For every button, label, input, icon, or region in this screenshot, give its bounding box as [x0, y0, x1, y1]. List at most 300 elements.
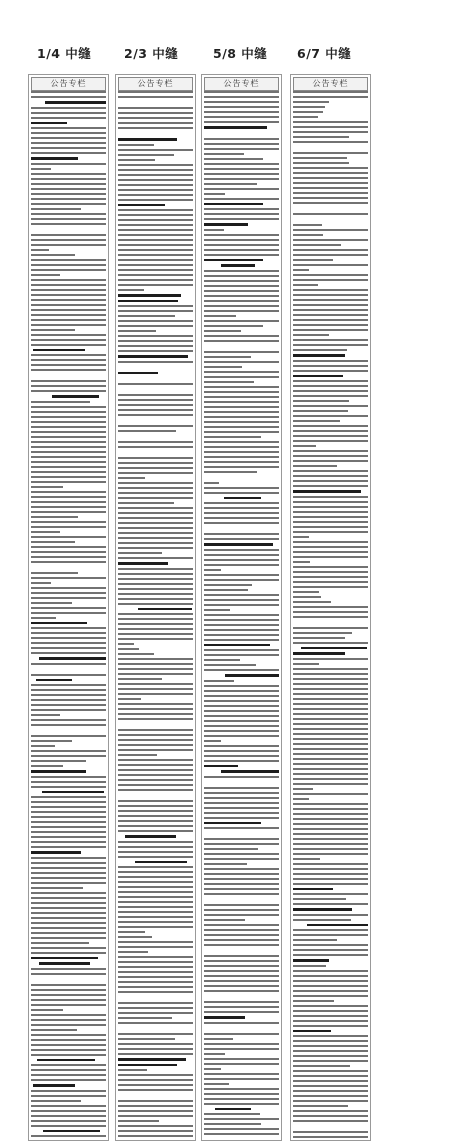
text-line [31, 208, 81, 210]
text-line [31, 709, 106, 711]
text-line [204, 624, 279, 626]
text-line [204, 335, 279, 337]
text-line [204, 1043, 279, 1045]
text-line [118, 573, 193, 575]
text-line [293, 375, 343, 378]
text-line [293, 642, 368, 644]
text-line [31, 1014, 106, 1016]
text-line [293, 1115, 368, 1117]
text-line [118, 1053, 193, 1055]
text-line [118, 279, 193, 281]
text-line [31, 627, 106, 629]
text-line [293, 146, 368, 149]
text-line [293, 718, 368, 720]
text-line [293, 264, 368, 266]
text-line [118, 430, 176, 432]
text-line [293, 460, 368, 462]
text-line [293, 738, 368, 740]
text-line [204, 868, 279, 870]
text-line [118, 1089, 193, 1091]
text-line [293, 893, 368, 895]
text-line [293, 808, 368, 810]
text-line [204, 361, 279, 363]
text-line [204, 91, 279, 93]
text-line [293, 668, 368, 670]
text-line [204, 634, 279, 636]
text-line [118, 419, 193, 422]
column-label-3: 5/8 中缝 [213, 46, 268, 61]
text-line [293, 773, 368, 775]
text-line [118, 633, 193, 635]
text-line [118, 769, 193, 771]
text-line [31, 359, 106, 361]
text-line [293, 101, 329, 103]
text-line [293, 162, 349, 164]
text-line [118, 414, 193, 416]
text-line [31, 309, 106, 311]
text-line [204, 106, 279, 108]
text-line [118, 901, 193, 903]
text-line [204, 1038, 233, 1040]
text-line [293, 420, 340, 422]
text-line [293, 455, 368, 457]
text-line [293, 390, 368, 392]
text-line [118, 229, 193, 231]
text-line [293, 202, 368, 204]
text-line [31, 989, 106, 991]
text-line [293, 470, 368, 472]
text-line [204, 745, 279, 747]
text-line [204, 356, 251, 358]
text-line [31, 1095, 106, 1097]
text-line [118, 871, 193, 873]
text-line [204, 990, 279, 992]
text-line [31, 932, 106, 934]
text-line [118, 1110, 193, 1112]
text-line [204, 178, 279, 180]
text-line [118, 851, 193, 853]
text-line [293, 536, 309, 538]
text-line [293, 753, 368, 755]
text-line [293, 929, 368, 931]
text-line [204, 649, 279, 651]
column-title: 公告专栏 [31, 77, 106, 91]
text-line [293, 768, 368, 770]
text-line [118, 1094, 193, 1097]
text-line [293, 838, 368, 840]
text-line [31, 694, 106, 696]
text-line [118, 881, 193, 883]
text-line [204, 426, 279, 428]
text-line [204, 787, 279, 789]
text-line [204, 720, 279, 722]
text-line [31, 821, 106, 823]
text-line [118, 214, 193, 216]
text-line [293, 1075, 368, 1077]
column-title: 公告专栏 [293, 77, 368, 91]
text-line [293, 244, 341, 246]
text-line [31, 922, 106, 924]
text-line [204, 639, 279, 641]
text-line [204, 1133, 279, 1135]
text-line [31, 173, 106, 175]
text-line [31, 917, 106, 919]
text-line [31, 223, 106, 225]
text-line [204, 690, 279, 692]
text-line [293, 167, 368, 169]
text-line [31, 274, 60, 276]
text-line [293, 581, 368, 583]
text-line [293, 798, 309, 800]
text-line [31, 183, 106, 185]
text-line [118, 425, 193, 427]
text-line [118, 1135, 193, 1137]
text-line [118, 254, 193, 256]
text-line [118, 372, 158, 375]
text-line [293, 400, 349, 402]
text-line [118, 179, 193, 181]
text-line [293, 959, 329, 962]
text-line [118, 588, 193, 590]
text-line [118, 394, 193, 396]
text-line [293, 1100, 368, 1102]
text-line [118, 830, 193, 832]
text-line [293, 561, 310, 563]
text-line [118, 244, 193, 246]
text-line [31, 228, 106, 231]
column-title: 公告专栏 [118, 77, 193, 91]
text-line [293, 708, 368, 710]
text-line [204, 305, 279, 307]
text-line [204, 223, 248, 226]
text-line [293, 703, 368, 705]
text-line [204, 949, 279, 952]
text-line [204, 975, 279, 977]
text-line [118, 593, 193, 595]
text-line [293, 758, 368, 760]
text-line [118, 169, 193, 171]
text-line [204, 797, 279, 799]
text-line [293, 546, 368, 548]
text-line [293, 450, 368, 452]
text-line [118, 1100, 193, 1102]
text-line [204, 579, 279, 581]
text-line [118, 1048, 193, 1050]
text-line [293, 571, 368, 573]
text-line [293, 475, 368, 477]
text-line [204, 1093, 279, 1095]
text-line [293, 733, 368, 735]
text-line [204, 502, 279, 504]
text-line [204, 995, 279, 998]
text-line [204, 832, 279, 835]
text-line [293, 939, 337, 941]
text-line [204, 664, 256, 666]
text-line [204, 965, 279, 967]
text-line [204, 765, 238, 768]
text-line [31, 592, 106, 594]
text-line [31, 582, 51, 584]
text-line [118, 366, 193, 369]
text-line [293, 192, 368, 194]
text-line [31, 999, 106, 1001]
text-line [118, 794, 193, 797]
text-line [118, 320, 193, 322]
text-line [118, 1125, 193, 1127]
text-line [204, 878, 279, 880]
text-line [118, 774, 193, 776]
text-line [118, 764, 193, 766]
text-line [31, 942, 89, 944]
text-line [118, 315, 175, 317]
text-line [204, 929, 279, 931]
text-line [293, 141, 368, 143]
text-line [31, 770, 86, 773]
text-line [31, 907, 106, 909]
text-line [204, 980, 279, 982]
text-line [118, 239, 193, 241]
text-line [204, 685, 279, 687]
text-line [204, 700, 279, 702]
text-line [135, 861, 188, 864]
text-line [204, 609, 230, 611]
text-line [31, 334, 106, 336]
text-line [31, 719, 106, 721]
text-line [31, 689, 106, 691]
text-line [36, 679, 73, 682]
text-line [31, 127, 106, 129]
text-line [31, 319, 106, 321]
text-line [293, 1136, 368, 1138]
notice-text-block [204, 91, 279, 1138]
text-line [31, 1069, 106, 1071]
text-line [31, 122, 67, 125]
text-line [204, 401, 279, 403]
text-line [31, 786, 106, 788]
text-line [118, 482, 193, 484]
text-line [204, 259, 263, 262]
text-line [118, 1120, 159, 1122]
text-line [31, 816, 106, 818]
text-line [31, 431, 106, 433]
text-line [293, 1045, 368, 1047]
text-line [31, 724, 106, 726]
text-line [293, 975, 368, 977]
text-line [118, 981, 193, 983]
text-line [293, 224, 322, 226]
text-line [293, 873, 368, 875]
text-line [204, 843, 279, 845]
text-line [118, 673, 193, 675]
text-line [31, 339, 106, 341]
text-line [204, 482, 219, 484]
text-line [31, 841, 106, 843]
text-line [31, 406, 106, 408]
text-line [118, 199, 193, 201]
text-line [118, 164, 193, 166]
text-line [118, 971, 193, 973]
text-line [31, 416, 106, 418]
text-line [293, 898, 346, 900]
text-line [293, 813, 368, 815]
text-line [118, 638, 193, 640]
text-line [204, 1068, 221, 1070]
text-line [31, 364, 106, 366]
text-line [293, 289, 368, 291]
text-line [204, 1123, 261, 1125]
text-line [31, 374, 106, 377]
text-line [118, 598, 193, 600]
text-line [204, 188, 279, 190]
text-line [31, 541, 75, 543]
text-line [118, 603, 193, 605]
text-line [31, 401, 90, 403]
text-line [204, 659, 240, 661]
text-line [293, 259, 333, 261]
text-line [293, 566, 368, 568]
text-line [293, 778, 368, 780]
text-line [204, 893, 279, 895]
text-line [204, 213, 279, 215]
column-label-4: 6/7 中缝 [297, 46, 352, 61]
text-line [204, 290, 279, 292]
text-line [293, 116, 318, 118]
text-line [31, 1034, 106, 1036]
text-line [293, 334, 329, 336]
text-line [204, 487, 279, 489]
text-line [204, 644, 270, 647]
text-line [204, 132, 279, 135]
text-line [118, 618, 193, 620]
text-line [118, 723, 193, 726]
text-line [31, 411, 106, 413]
text-line [31, 1029, 77, 1031]
text-line [118, 537, 193, 539]
text-line [138, 608, 193, 611]
text-line [118, 779, 193, 781]
text-line [293, 501, 368, 503]
text-line [31, 289, 106, 291]
text-line [204, 710, 279, 712]
text-line [31, 112, 106, 114]
text-line [204, 1006, 279, 1008]
text-line [215, 1108, 252, 1111]
text-line [118, 112, 193, 114]
text-line [293, 106, 325, 108]
text-line [118, 204, 165, 207]
text-line [204, 715, 279, 717]
notice-column-4 [290, 74, 371, 1141]
text-line [204, 163, 279, 165]
text-line [293, 1020, 368, 1022]
text-line [118, 1022, 193, 1024]
text-line [118, 1105, 193, 1107]
text-line [118, 936, 152, 938]
text-line [31, 344, 106, 346]
text-line [118, 921, 193, 923]
text-line [293, 365, 368, 367]
text-line [293, 914, 368, 916]
text-line [118, 956, 193, 958]
text-line [293, 304, 368, 306]
text-line [31, 947, 106, 949]
text-line [31, 663, 106, 665]
text-line [31, 436, 106, 438]
text-line [31, 836, 106, 838]
text-line [204, 275, 279, 277]
text-line [118, 668, 193, 670]
text-line [204, 173, 279, 175]
text-line [118, 891, 193, 893]
text-line [204, 411, 279, 413]
text-line [31, 456, 106, 458]
text-line [118, 693, 193, 695]
text-line [293, 627, 368, 629]
text-line [31, 299, 106, 301]
text-line [204, 574, 279, 576]
text-line [125, 835, 176, 838]
text-line [118, 96, 193, 98]
text-line [204, 594, 279, 596]
text-line [293, 1095, 368, 1097]
text-line [31, 369, 106, 371]
text-line [31, 254, 75, 256]
text-line [204, 396, 279, 398]
text-line [204, 1011, 279, 1013]
text-line [293, 1090, 368, 1092]
text-line [31, 426, 106, 428]
text-line [204, 822, 261, 825]
text-line [118, 132, 193, 135]
text-line [118, 708, 193, 710]
text-line [118, 1115, 193, 1117]
text-line [31, 314, 106, 316]
text-line [204, 970, 279, 972]
text-line [293, 1030, 331, 1033]
text-line [293, 783, 368, 785]
text-line [293, 663, 319, 665]
text-line [31, 857, 106, 859]
text-line [31, 1105, 106, 1107]
text-line [118, 846, 193, 848]
text-line [118, 149, 193, 151]
text-line [118, 1069, 147, 1071]
text-line [118, 1033, 193, 1035]
text-line [204, 848, 258, 850]
text-line [118, 340, 193, 342]
text-line [118, 284, 193, 286]
text-line [31, 862, 106, 864]
text-line [31, 652, 106, 654]
text-line [31, 324, 106, 326]
text-line [118, 522, 193, 524]
text-line [204, 1088, 279, 1090]
text-line [293, 586, 368, 588]
text-line [204, 476, 279, 479]
text-line [293, 1085, 368, 1087]
text-line [31, 1064, 106, 1066]
text-line [31, 117, 106, 119]
text-line [31, 294, 106, 296]
text-line [118, 174, 193, 176]
text-line [204, 549, 279, 551]
text-line [293, 410, 348, 412]
text-line [31, 755, 106, 757]
text-line [293, 803, 368, 805]
text-line [31, 1110, 106, 1112]
text-line [118, 517, 193, 519]
text-line [31, 577, 106, 579]
